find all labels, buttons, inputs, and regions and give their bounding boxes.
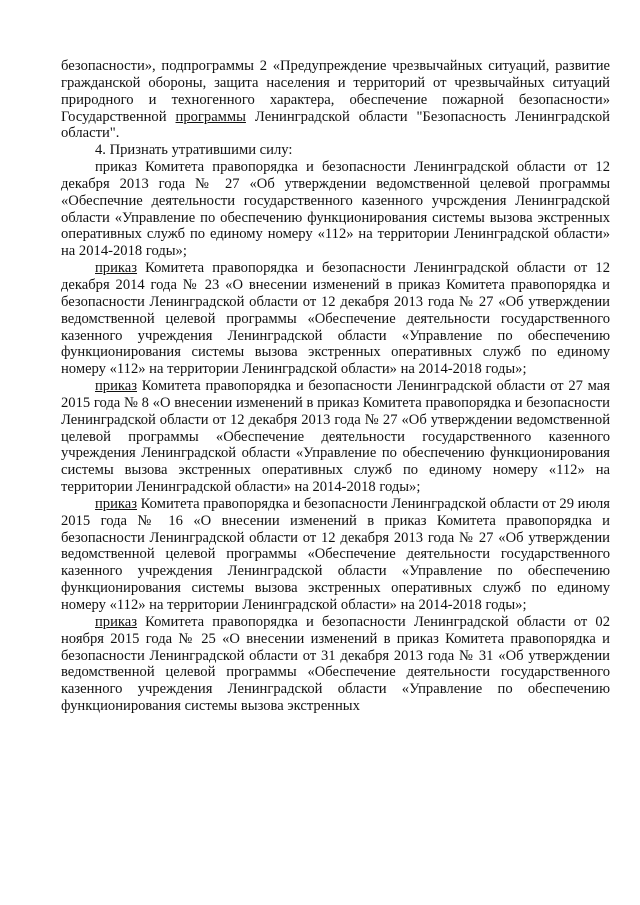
order-1-text: Комитета правопорядка и безопасности Ленинградской области от 12 декабря 2013 года № 27 «Об утверждении ведомственной целевой программы «Обеспечние деятельности государственного казенного учрсждения Ленинградской области «Управление по обеспечению функционирования системы вызова экстренных оперативных служб по единому номеру «112» на территории Ленинградской области» на 2014-2018 годы»; bbox=[61, 159, 610, 260]
order-paragraph-2 bbox=[61, 260, 610, 378]
order-5-link[interactable]: приказ bbox=[95, 613, 138, 630]
order-paragraph-4 bbox=[61, 496, 610, 614]
programs-link[interactable]: программы bbox=[175, 108, 246, 125]
order-2-text: Комитета правопорядка и безопасности Ленинградской области от 12 декабря 2014 года № 23 «О внесении изменений в приказ Комитета правопорядка и безопасности Ленинградской области от 12 декабря 2013 года № 27 «Об утверждении ведомственной целевой программы «Обеспечение деятельности государственного казенного учреждения Ленинградской области «Управление по обеспечению функционирования системы вызова экстренных оперативных служб по единому номеру «112» на территории Ленинградской области» на 2014-2018 годы»; bbox=[61, 260, 610, 378]
order-paragraph-5 bbox=[61, 614, 610, 715]
intro-text-start: безопасности», подпрограммы 2 «Предупреждение чрезвычайных ситуаций, развитие гражданской обороны, защита населения и территорий от чрезвычайных ситуаций природного и техногенного характера, обеспечение пожарной безопасности» Государственной bbox=[61, 58, 610, 125]
document-page bbox=[61, 58, 610, 715]
order-3-link[interactable]: приказ bbox=[95, 378, 138, 395]
paragraph-intro bbox=[61, 58, 610, 142]
order-4-text: Комитета правопорядка и безопасности Ленинградской области от 29 июля 2015 года № 16 «О внесении изменений в приказ Комитета правопорядка и безопасности Ленинградской области от 12 декабря 2013 года № 27 «Об утверждении ведомственной целевой программы «Обеспечение деятельности государственного казенного учреждения Ленинградской области «Управление по обеспечению функционирования системы вызова экстренных оперативных служб по единому номеру «112» на территории Ленинградской области» на 2014-2018 годы»; bbox=[61, 495, 610, 613]
order-4-link[interactable]: приказ bbox=[95, 495, 138, 512]
order-1-word: приказ bbox=[95, 159, 138, 176]
order-5-text: Комитета правопорядка и безопасности Ленинградской области от 02 ноября 2015 года № 25 «О внесении изменений в приказ Комитета правопорядка и безопасности Ленинградской области от 31 декабря 2013 года № 31 «Об утверждении ведомственной целевой программы «Обеспечение деятельности государственного казенного учреждения Ленинградской области «Управление по обеспечению функционирования системы вызова экстренных bbox=[61, 613, 610, 715]
order-paragraph-1 bbox=[61, 159, 610, 260]
order-paragraph-3 bbox=[61, 378, 610, 496]
intro-text-end: Ленинградской области "Безопасность Ленинградской области". bbox=[61, 108, 610, 142]
order-3-text: Комитета правопорядка и безопасности Ленинградской области от 27 мая 2015 года № 8 «О внесении изменений в приказ Комитета правопорядка и безопасности Ленинградской области от 12 декабря 2013 года № 27 «Об утверждении ведомственной целевой программы «Обеспечение деятельности государственного казенного учреждения Ленинградской области «Управление по обеспечению функционирования системы вызова экстренных оперативных служб по единому номеру «112» на территории Ленинградской области» на 2014-2018 годы»; bbox=[61, 378, 610, 496]
item-4-heading: 4. Признать утратившими силу: bbox=[95, 142, 293, 159]
order-2-link[interactable]: приказ bbox=[95, 260, 138, 277]
